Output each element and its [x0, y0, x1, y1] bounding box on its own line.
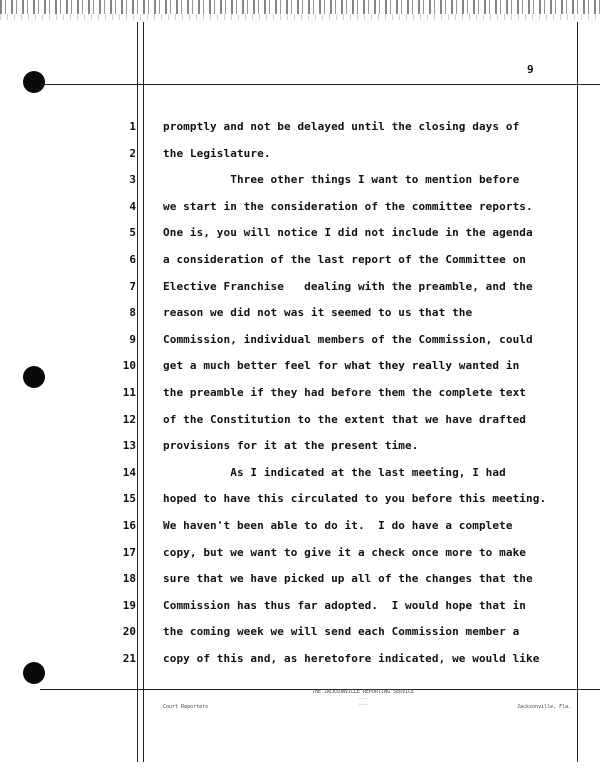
line-number: 19 [122, 598, 136, 612]
transcript-line: One is, you will notice I did not include in the agenda [163, 226, 533, 240]
line-number: 7 [129, 279, 136, 293]
transcript-line: the coming week we will send each Commission member a [163, 625, 520, 639]
transcript-line: the preamble if they had before them the complete text [163, 385, 527, 399]
transcript-line: of the Constitution to the extent that we have drafted [163, 412, 527, 426]
footer-left-label: Court Reporters [163, 704, 209, 710]
line-number: 10 [122, 359, 136, 373]
footer-center-line: ... [358, 701, 368, 707]
line-number: 18 [122, 572, 136, 586]
line-number: 9 [129, 332, 136, 346]
transcript-line: promptly and not be delayed until the closing days of [163, 120, 520, 133]
line-number: 20 [122, 625, 136, 639]
transcript-line: copy, but we want to give it a check once more to make [163, 545, 527, 559]
line-number: 14 [122, 465, 136, 479]
binder-hole-top [23, 71, 45, 93]
margin-rule-right [577, 22, 578, 762]
transcript-line: the Legislature. [163, 146, 271, 160]
line-number: 12 [122, 412, 136, 426]
line-number-column [108, 118, 138, 676]
line-number: 6 [129, 252, 136, 266]
line-number: 21 [122, 651, 136, 665]
transcript-line: hoped to have this circulated to you before this meeting. [163, 492, 547, 506]
transcript-line: reason we did not was it seemed to us that the [163, 306, 473, 320]
transcript-line: get a much better feel for what they really wanted in [163, 359, 520, 373]
line-number: 4 [129, 199, 136, 213]
transcript-line: copy of this and, as heretofore indicated, we would like [163, 651, 540, 665]
line-number: 17 [122, 545, 136, 559]
line-number: 15 [122, 492, 136, 506]
transcript-line: We haven't been able to do it. I do have a complete [163, 518, 513, 532]
margin-rule-left-inner [143, 22, 144, 762]
transcript-line: Commission, individual members of the Commission, could [163, 332, 533, 346]
binder-hole-middle [23, 366, 45, 388]
line-number: 2 [129, 146, 136, 160]
transcript-line: Three other things I want to mention before [163, 173, 520, 187]
transcript-line: a consideration of the last report of the Committee on [163, 252, 527, 266]
footer-right-label: Jacksonville, Fla. [517, 704, 572, 710]
line-number: 3 [129, 173, 136, 187]
line-number: 1 [129, 120, 136, 133]
line-number: 5 [129, 226, 136, 240]
page-number: 9 [527, 63, 534, 76]
footer-center-line: THE JACKSONVILLE REPORTING SERVICE [311, 689, 415, 695]
transcript-body [163, 118, 573, 676]
transcript-line: Commission has thus far adopted. I would hope that in [163, 598, 527, 612]
line-number: 11 [122, 385, 136, 399]
footer-center-line: ... [358, 695, 368, 701]
scan-noise-top [0, 0, 600, 14]
scan-noise-top-secondary [0, 14, 600, 20]
line-number: 8 [129, 306, 136, 320]
transcript-line: As I indicated at the last meeting, I had [163, 465, 506, 479]
footer-center-block [283, 689, 443, 707]
transcript-line: we start in the consideration of the committee reports. [163, 199, 533, 213]
header-rule [40, 84, 600, 85]
line-number: 13 [122, 439, 136, 453]
binder-hole-bottom [23, 662, 45, 684]
transcript-line: Elective Franchise dealing with the preamble, and the [163, 279, 533, 293]
line-number: 16 [122, 518, 136, 532]
transcript-line: sure that we have picked up all of the changes that the [163, 572, 533, 586]
transcript-line: provisions for it at the present time. [163, 439, 419, 453]
